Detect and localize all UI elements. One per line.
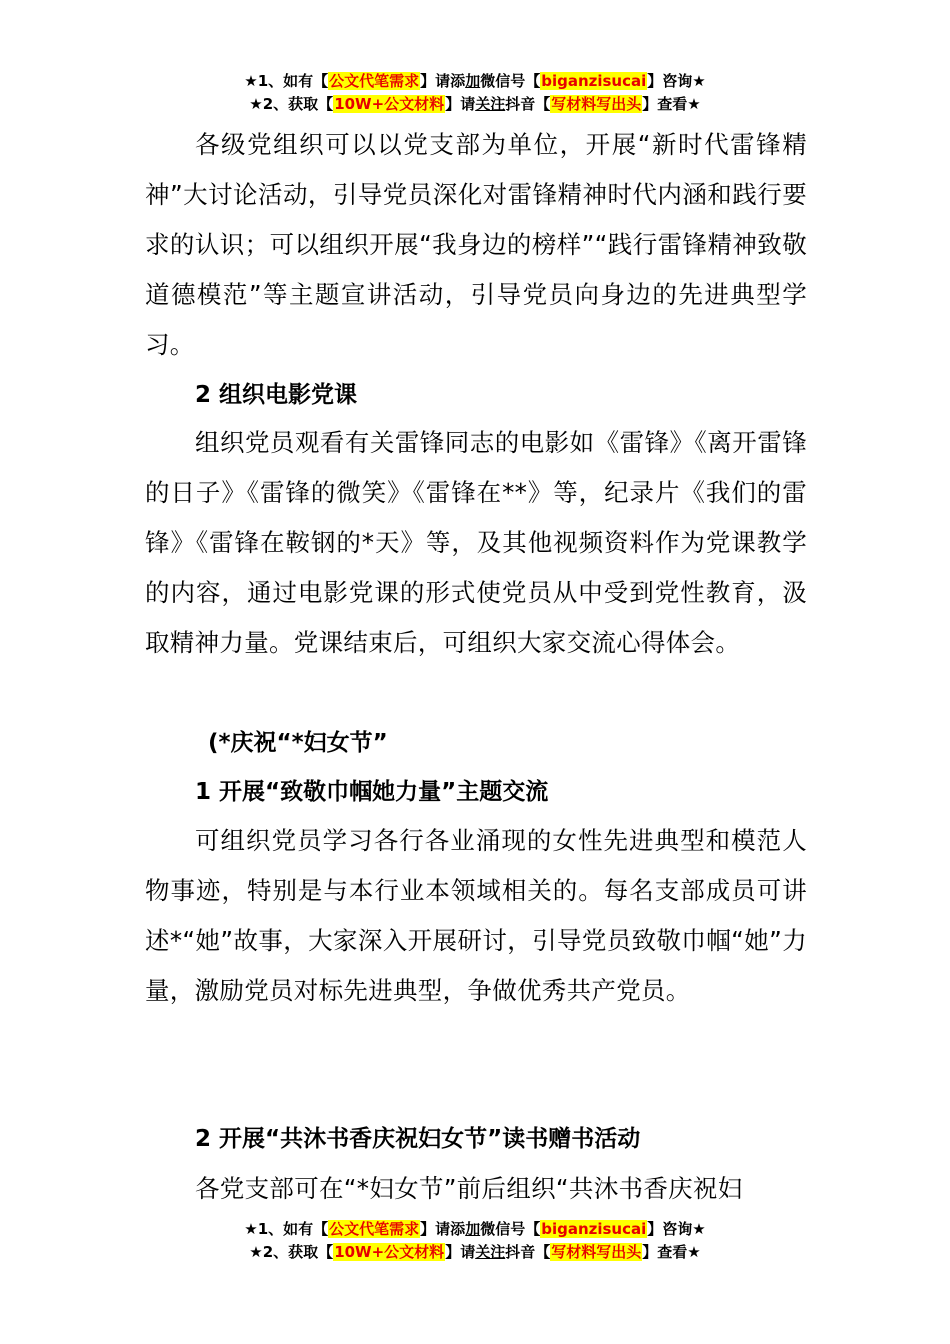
paragraph-2: 组织党员观看有关雷锋同志的电影如《雷锋》《离开雷锋的日子》《雷锋的微笑》《雷锋在**》等，纪录片《我们的雷锋》《雷锋在鞍钢的*天》等，及其他视频资料作为党课教学的内容，通过电影党课的形式使党员从中受到党性教育，汲取精神力量。党课结束后，可组织大家交流心得体会。 <box>145 428 807 657</box>
banner-line-1 <box>0 70 950 93</box>
heading-film-party-lesson: 2 组织电影党课 <box>195 382 358 408</box>
banner-highlight: 公文代笔需求 <box>329 1220 420 1238</box>
banner-text: 微信号【 <box>480 1220 541 1238</box>
banner-text: 】请 <box>445 95 476 113</box>
banner-text: 抖音【 <box>505 95 551 113</box>
banner-highlight: biganzisucai <box>541 72 647 90</box>
banner-text: 】查看★ <box>642 1243 701 1261</box>
banner-text: 微信号【 <box>480 72 541 90</box>
banner-text: ★2、获取【 <box>249 95 334 113</box>
banner-text: ★2、获取【 <box>249 1243 334 1261</box>
banner-text: 】请添 <box>420 72 466 90</box>
banner-highlight: 写材料写出头 <box>551 95 642 113</box>
banner-text: 抖音【 <box>505 1243 551 1261</box>
banner-text: 】咨询★ <box>647 72 706 90</box>
paragraph-3: 可组织党员学习各行各业涌现的女性先进典型和模范人物事迹，特别是与本行业本领域相关的。每名支部成员可讲述*“她”故事，大家深入开展研讨，引导党员致敬巾帼“她”力量，激励党员对标先进典型，争做优秀共产党员。 <box>145 826 807 1005</box>
banner-line-1 <box>0 1218 950 1241</box>
banner-highlight: 10W+公文材料 <box>334 95 445 113</box>
heading-womens-day: (*庆祝“*妇女节” <box>208 730 388 756</box>
banner-text: 】咨询★ <box>647 1220 706 1238</box>
banner-underlined-text: 关注 <box>475 95 506 113</box>
banner-text: ★1、如有【 <box>244 72 329 90</box>
banner-text: ★1、如有【 <box>244 1220 329 1238</box>
banner-highlight: 10W+公文材料 <box>334 1243 445 1261</box>
banner-text: 】请 <box>445 1243 476 1261</box>
banner-underlined-text: 加 <box>465 72 481 90</box>
banner-text: 】查看★ <box>642 95 701 113</box>
banner-highlight: 公文代笔需求 <box>329 72 420 90</box>
bottom-banner <box>0 1218 950 1264</box>
paragraph-1: 各级党组织可以以党支部为单位，开展“新时代雷锋精神”大讨论活动，引导党员深化对雷锋精神时代内涵和践行要求的认识；可以组织开展“我身边的榜样”“践行雷锋精神致敬道德模范”等主题宣讲活动，引导党员向身边的先进典型学习。 <box>145 130 807 359</box>
banner-underlined-text: 关注 <box>475 1243 506 1261</box>
banner-underlined-text: 加 <box>465 1220 481 1238</box>
paragraph-4: 各党支部可在“*妇女节”前后组织“共沐书香庆祝妇 <box>195 1174 743 1203</box>
top-banner <box>0 70 950 116</box>
banner-line-2 <box>0 93 950 116</box>
heading-tribute-exchange: 1 开展“致敬巾帼她力量”主题交流 <box>195 779 549 805</box>
banner-highlight: 写材料写出头 <box>551 1243 642 1261</box>
heading-reading-activity: 2 开展“共沐书香庆祝妇女节”读书赠书活动 <box>195 1126 641 1152</box>
banner-text: 】请添 <box>420 1220 466 1238</box>
banner-line-2 <box>0 1241 950 1264</box>
banner-highlight: biganzisucai <box>541 1220 647 1238</box>
